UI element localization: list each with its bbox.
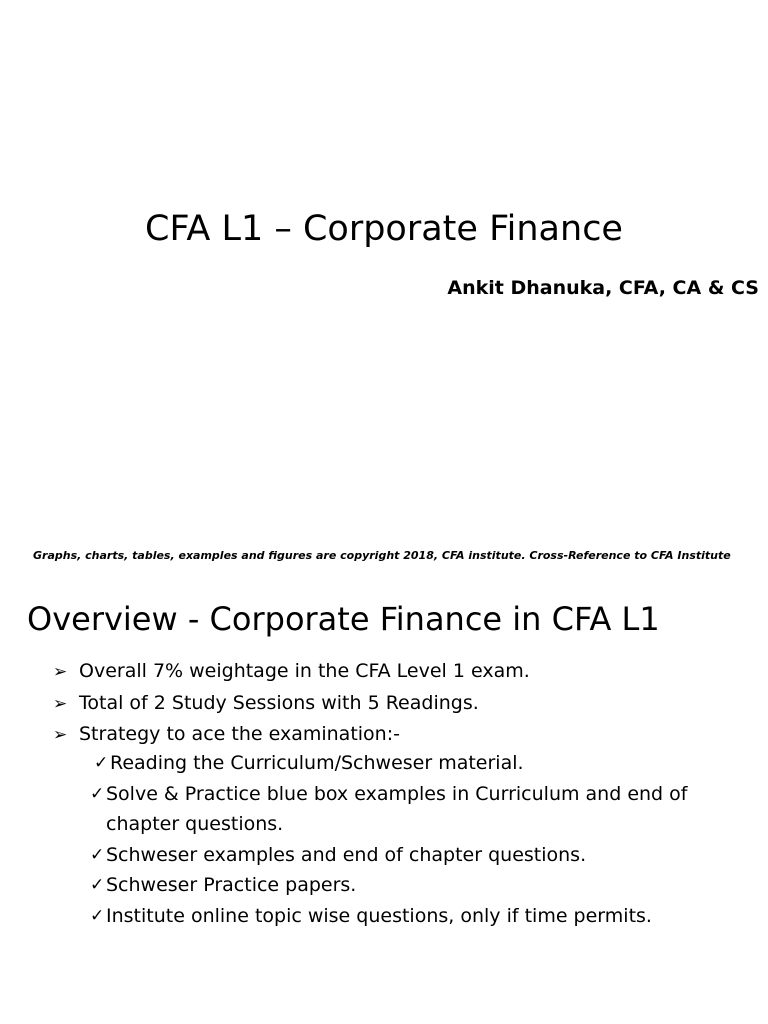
- check-text: Institute online topic wise questions, only if time permits.: [106, 904, 652, 927]
- bullet-text: Strategy to ace the examination:-: [79, 723, 400, 745]
- strategy-checklist: [90, 748, 750, 931]
- bullet-item: [53, 656, 530, 688]
- bullet-text: Total of 2 Study Sessions with 5 Readings.: [79, 691, 479, 714]
- copyright-note: Graphs, charts, tables, examples and figures are copyright 2018, CFA institute. Cross-Reference to CFA Institute: [33, 549, 731, 562]
- arrow-bullet-icon: ➢: [53, 693, 68, 714]
- bullet-item: [53, 688, 530, 720]
- check-item: [90, 779, 750, 840]
- checkmark-icon: ✓: [90, 875, 105, 895]
- checkmark-icon: ✓: [94, 753, 109, 773]
- bullet-item: [53, 719, 530, 751]
- check-text: Schweser Practice papers.: [106, 874, 357, 896]
- check-text: Schweser examples and end of chapter questions.: [106, 843, 587, 866]
- arrow-bullet-icon: ➢: [53, 725, 68, 745]
- bullet-text: Overall 7% weightage in the CFA Level 1 exam.: [79, 660, 530, 682]
- check-item: [90, 840, 750, 871]
- check-item: [94, 748, 750, 779]
- checkmark-icon: ✓: [90, 844, 105, 865]
- check-text: Reading the Curriculum/Schweser material.: [110, 752, 524, 774]
- overview-slide: [0, 580, 768, 1024]
- slide-title: CFA L1 – Corporate Finance: [145, 209, 623, 249]
- arrow-bullet-icon: ➢: [53, 662, 68, 682]
- overview-heading: Overview - Corporate Finance in CFA L1: [27, 600, 660, 638]
- bullet-list: [53, 656, 530, 751]
- check-item: [90, 901, 750, 932]
- checkmark-icon: ✓: [90, 783, 105, 804]
- checkmark-icon: ✓: [90, 905, 105, 926]
- author-credit: Ankit Dhanuka, CFA, CA & CS: [447, 277, 759, 299]
- check-text: Solve & Practice blue box examples in Curriculum and end of chapter questions.: [106, 782, 688, 835]
- check-item: [90, 870, 750, 901]
